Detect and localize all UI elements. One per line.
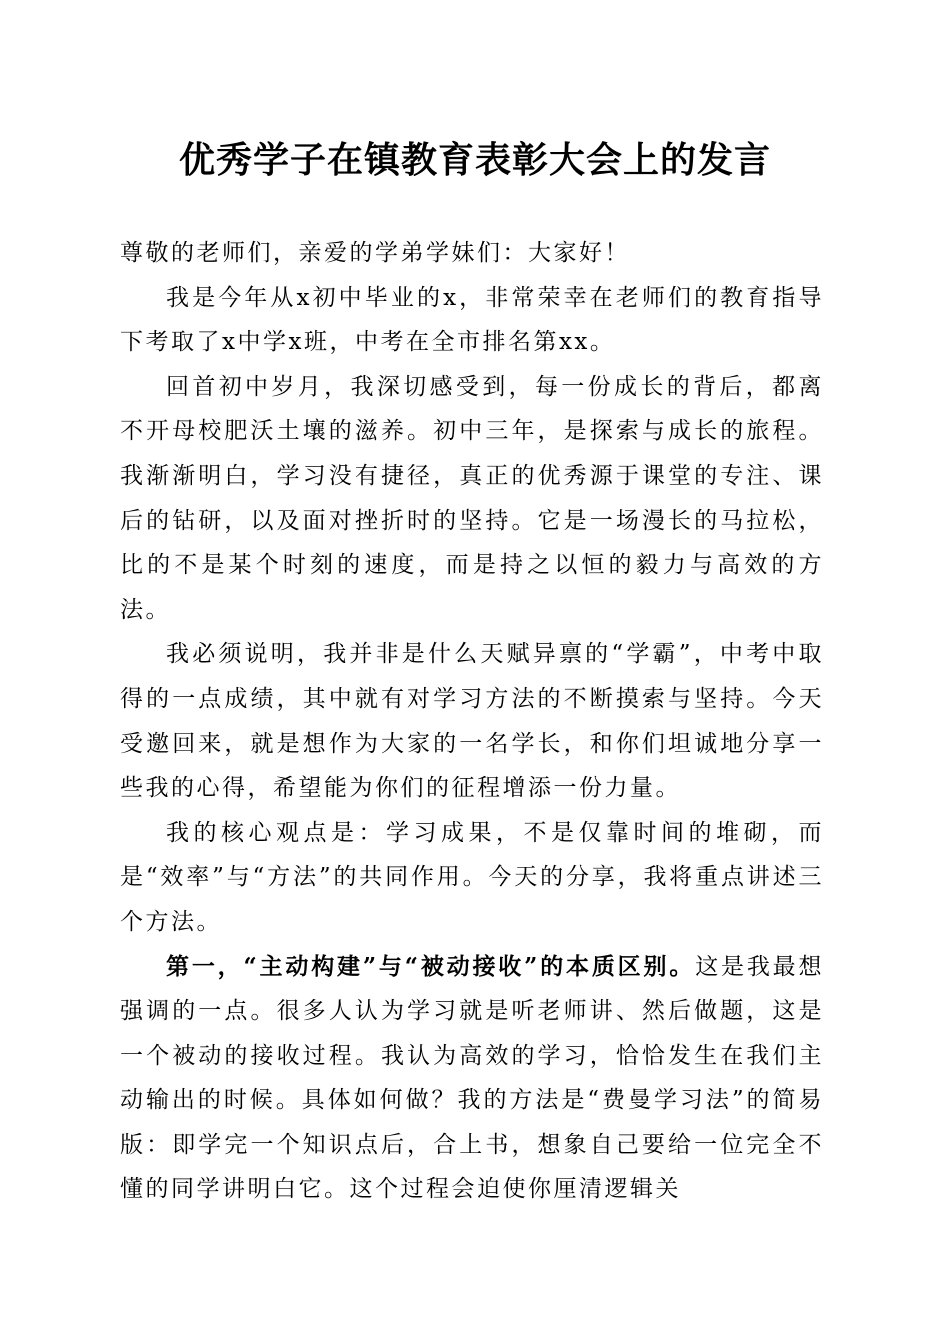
point-one-heading: 第一，“主动构建”与“被动接收”的本质区别。 [166,952,696,980]
point-one-text: 这是我最想强调的一点。很多人认为学习就是听老师讲、然后做题，这是一个被动的接收过程。我认为高效的学习，恰恰发生在我们主动输出的时候。具体如何做？我的方法是“费曼学习法”的简易版：即学完一个知识点后，合上书，想象自己要给一位完全不懂的同学讲明白它。这个过程会迫使你厘清逻辑关 [120,953,825,1203]
salutation: 尊敬的老师们，亲爱的学弟学妹们：大家好！ [120,240,630,266]
paragraph-introduction: 我是今年从x初中毕业的x，非常荣幸在老师们的教育指导下考取了x中学x班，中考在全市排名第xx。 [120,284,824,356]
paragraph-disclaimer: 我必须说明，我并非是什么天赋异禀的“学霸”，中考中取得的一点成绩，其中就有对学习方法的不断摸索与坚持。今天受邀回来，就是想作为大家的一名学长，和你们坦诚地分享一些我的心得，希望能为你们的征程增添一份力量。 [120,641,824,802]
document-title: 优秀学子在镇教育表彰大会上的发言 [178,139,771,181]
document-body [120,231,824,1212]
paragraph-core-view: 我的核心观点是：学习成果，不是仅靠时间的堆砌，而是“效率”与“方法”的共同作用。今天的分享，我将重点讲述三个方法。 [120,819,824,935]
paragraph-reflection: 回首初中岁月，我深切感受到，每一份成长的背后，都离不开母校肥沃土壤的滋养。初中三年，是探索与成长的旅程。我渐渐明白，学习没有捷径，真正的优秀源于课堂的专注、课后的钻研，以及面对挫折时的坚持。它是一场漫长的马拉松，比的不是某个时刻的速度，而是持之以恒的毅力与高效的方法。 [120,373,824,623]
paragraph-point-one [120,945,824,1213]
